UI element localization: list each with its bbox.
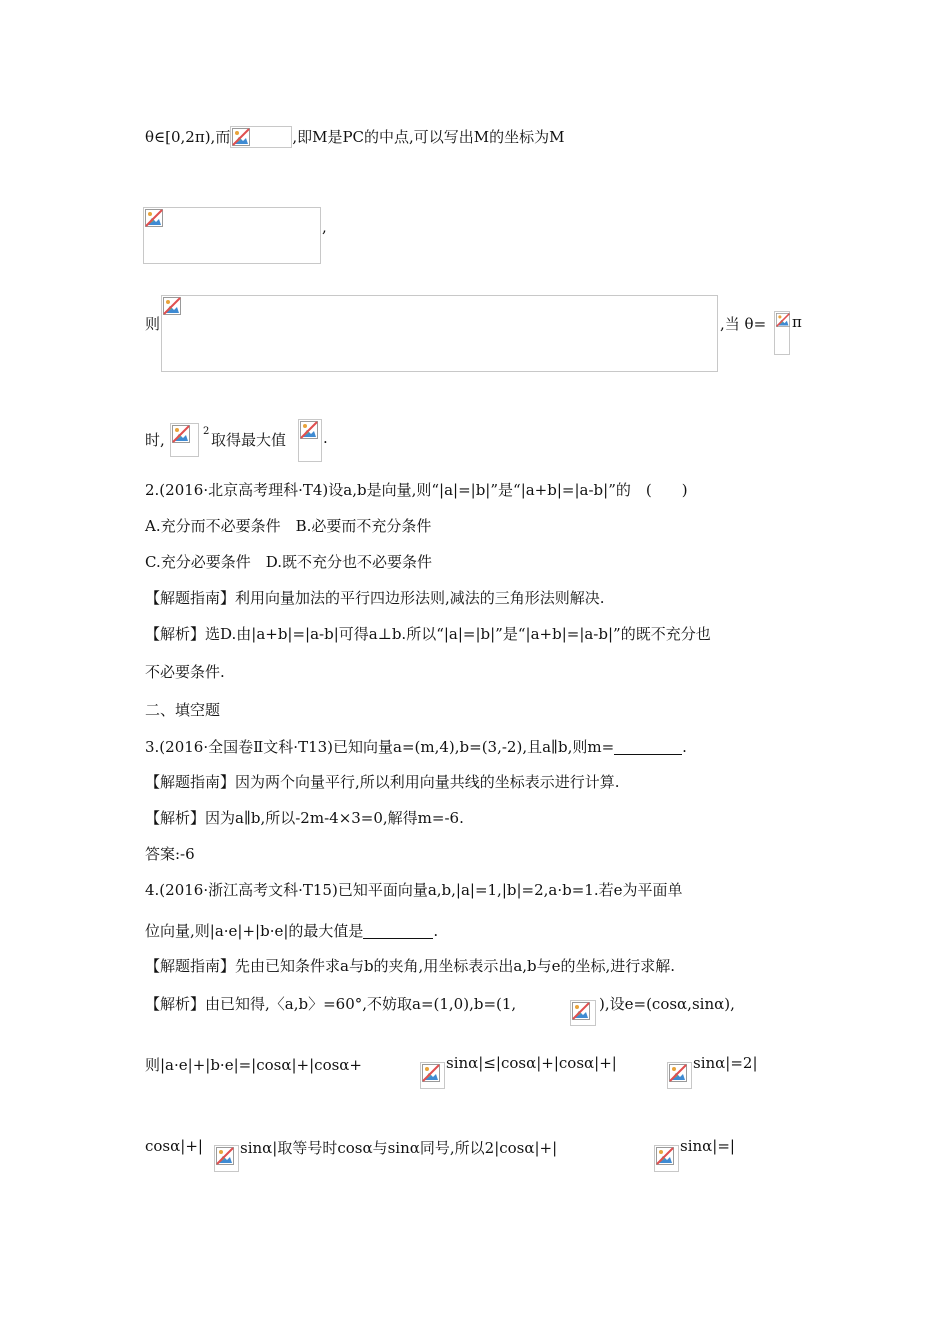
broken-image-icon: [170, 423, 199, 457]
text-fragment: sinα|≤|cosα|+|cosα|+|: [446, 1054, 617, 1072]
text-fragment: θ∈[0,2π),而: [145, 128, 231, 146]
broken-image-icon: [667, 1062, 692, 1089]
text-line: [145, 126, 565, 148]
formula-image: [420, 1062, 445, 1089]
image-placeholder-icon: [232, 128, 250, 146]
question-2-options-ab: A.充分而不必要条件 B.必要而不充分条件: [145, 517, 432, 535]
answer-blank: [363, 924, 433, 939]
broken-image-icon: [230, 126, 292, 148]
section-heading: 二、填空题: [145, 701, 221, 719]
formula-image: [774, 311, 790, 355]
image-placeholder-icon: [776, 313, 790, 327]
question-3-guide: 【解题指南】因为两个向量平行,所以利用向量共线的坐标表示进行计算.: [145, 773, 620, 791]
text-fragment: π: [792, 313, 802, 331]
image-placeholder-icon: [145, 209, 163, 227]
text-fragment: 【解析】由已知得,〈a,b〉=60°,不妨取a=(1,0),b=(1,: [145, 995, 517, 1013]
question-3-answer: 答案:-6: [145, 845, 195, 863]
formula-image: [570, 1000, 596, 1026]
text-fragment: 时,: [145, 431, 165, 449]
question-2-analysis-cont: 不必要条件.: [145, 663, 225, 681]
text-fragment: ,: [322, 218, 327, 236]
text-fragment: 则|a·e|+|b·e|=|cosα|+|cosα+: [145, 1056, 363, 1074]
text-fragment: cosα|+|: [145, 1137, 203, 1155]
punctuation: .: [433, 922, 439, 940]
broken-image-icon: [654, 1145, 679, 1172]
question-3-text: 3.(2016·全国卷Ⅱ文科·T13)已知向量a=(m,4),b=(3,-2),且a∥b,则m=: [145, 738, 615, 756]
formula-image: [170, 423, 199, 457]
formula-image: [214, 1145, 239, 1172]
image-placeholder-icon: [572, 1002, 590, 1020]
image-placeholder-icon: [656, 1147, 674, 1165]
image-placeholder-icon: [669, 1064, 687, 1082]
question-4-text: 位向量,则|a·e|+|b·e|的最大值是: [145, 922, 364, 940]
broken-image-icon: [143, 207, 321, 264]
question-4-stem: 4.(2016·浙江高考文科·T15)已知平面向量a,b,|a|=1,|b|=2,a·b=1.若e为平面单: [145, 881, 683, 899]
broken-image-icon: [420, 1062, 445, 1089]
question-2-stem: 2.(2016·北京高考理科·T4)设a,b是向量,则“|a|=|b|”是“|a+b|=|a-b|”的 ( ): [145, 481, 688, 499]
question-3-stem: [145, 736, 687, 757]
question-2-analysis: 【解析】选D.由|a+b|=|a-b|可得a⊥b.所以“|a|=|b|”是“|a+b|=|a-b|”的既不充分也: [145, 625, 711, 643]
formula-image: [143, 207, 321, 264]
text-fragment: ),设e=(cosα,sinα),: [599, 995, 735, 1013]
image-placeholder-icon: [172, 425, 190, 443]
text-fragment: .: [323, 429, 328, 447]
broken-image-icon: [298, 419, 322, 462]
question-3-analysis: 【解析】因为a∥b,所以-2m-4×3=0,解得m=-6.: [145, 809, 464, 827]
question-4-guide: 【解题指南】先由已知条件求a与b的夹角,用坐标表示出a,b与e的坐标,进行求解.: [145, 957, 676, 975]
formula-image: [654, 1145, 679, 1172]
broken-image-icon: [161, 295, 718, 372]
text-fragment: 则: [145, 315, 161, 333]
image-placeholder-icon: [163, 297, 181, 315]
image-placeholder-icon: [300, 421, 318, 439]
punctuation: .: [682, 738, 687, 756]
text-fragment: sinα|取等号时cosα与sinα同号,所以2|cosα|+|: [240, 1139, 558, 1157]
question-4-stem-cont: [145, 920, 438, 941]
text-fragment: ,即M是PC的中点,可以写出M的坐标为M: [292, 128, 565, 146]
text-fragment: sinα|=2|: [693, 1054, 758, 1072]
image-placeholder-icon: [422, 1064, 440, 1082]
text-fragment: 取得最大值: [211, 431, 287, 449]
formula-image: [298, 419, 322, 462]
formula-image: [667, 1062, 692, 1089]
text-fragment: sinα|=|: [680, 1137, 735, 1155]
answer-blank: [614, 740, 682, 755]
broken-image-icon: [570, 1000, 596, 1026]
formula-image: [161, 295, 718, 372]
image-placeholder-icon: [216, 1147, 234, 1165]
question-2-guide: 【解题指南】利用向量加法的平行四边形法则,减法的三角形法则解决.: [145, 589, 605, 607]
broken-image-icon: [774, 311, 790, 355]
broken-image-icon: [214, 1145, 239, 1172]
question-2-options-cd: C.充分必要条件 D.既不充分也不必要条件: [145, 553, 432, 571]
superscript: 2: [203, 426, 210, 437]
text-fragment: ,当 θ=: [720, 315, 767, 333]
